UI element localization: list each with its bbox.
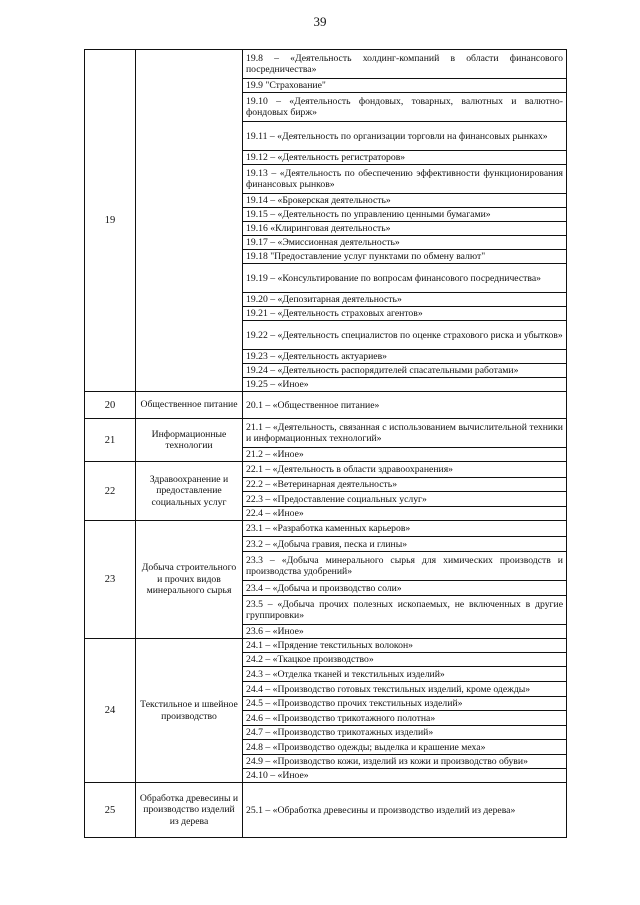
table-row bbox=[85, 521, 567, 537]
activity-item: 19.24 – «Деятельность распорядителей спасательными работами» bbox=[243, 364, 567, 378]
activity-item: 19.8 – «Деятельность холдинг-компаний в области финансового посредничества» bbox=[243, 50, 567, 79]
table-row bbox=[85, 462, 567, 478]
section-number: 19 bbox=[85, 50, 136, 392]
activity-item: 19.19 – «Консультирование по вопросам финансового посредничества» bbox=[243, 264, 567, 293]
activity-item: 20.1 – «Общественное питание» bbox=[243, 392, 567, 419]
activity-item: 19.15 – «Деятельность по управлению ценными бумагами» bbox=[243, 208, 567, 222]
activity-item: 24.5 – «Производство прочих текстильных изделий» bbox=[243, 697, 567, 711]
activity-item: 19.20 – «Депозитарная деятельность» bbox=[243, 293, 567, 307]
section-category: Здравоохранение и предоставление социальных услуг bbox=[136, 462, 243, 521]
section-number: 21 bbox=[85, 419, 136, 462]
section-number: 20 bbox=[85, 392, 136, 419]
activity-item: 23.2 – «Добыча гравия, песка и глины» bbox=[243, 537, 567, 552]
activity-table-body bbox=[85, 50, 567, 838]
activity-item: 23.4 – «Добыча и производство соли» bbox=[243, 581, 567, 596]
activity-item: 19.16 «Клиринговая деятельность» bbox=[243, 222, 567, 236]
activity-item: 19.17 – «Эмиссионная деятельность» bbox=[243, 236, 567, 250]
activity-item: 19.25 – «Иное» bbox=[243, 378, 567, 392]
activity-item: 19.14 – «Брокерская деятельность» bbox=[243, 194, 567, 208]
activity-item: 22.1 – «Деятельность в области здравоохранения» bbox=[243, 462, 567, 478]
activity-item: 24.4 – «Производство готовых текстильных изделий, кроме одежды» bbox=[243, 682, 567, 697]
activity-item: 19.13 – «Деятельность по обеспечению эффективности функционирования финансовых рынков» bbox=[243, 165, 567, 194]
activity-item: 19.12 – «Деятельность регистраторов» bbox=[243, 151, 567, 165]
activity-item: 25.1 – «Обработка древесины и производство изделий из дерева» bbox=[243, 783, 567, 838]
section-number: 23 bbox=[85, 521, 136, 639]
activity-item: 24.3 – «Отделка тканей и текстильных изделий» bbox=[243, 667, 567, 682]
page-number: 39 bbox=[313, 14, 327, 29]
activity-item: 23.3 – «Добыча минерального сырья для химических производств и производства удобрений» bbox=[243, 552, 567, 581]
section-category: Общественное питание bbox=[136, 392, 243, 419]
activity-item: 21.2 – «Иное» bbox=[243, 448, 567, 462]
activity-item: 23.6 – «Иное» bbox=[243, 625, 567, 639]
section-category: Обработка древесины и производство изделий из дерева bbox=[136, 783, 243, 838]
section-number: 22 bbox=[85, 462, 136, 521]
activity-item: 23.5 – «Добыча прочих полезных ископаемых, не включенных в другие группировки» bbox=[243, 596, 567, 625]
section-category bbox=[136, 50, 243, 392]
activity-item: 24.10 – «Иное» bbox=[243, 769, 567, 783]
activity-item: 19.10 – «Деятельность фондовых, товарных, валютных и валютно-фондовых бирж» bbox=[243, 93, 567, 122]
activity-table bbox=[84, 49, 567, 838]
activity-item: 19.18 "Предоставление услуг пунктами по обмену валют" bbox=[243, 250, 567, 264]
activity-item: 22.3 – «Предоставление социальных услуг» bbox=[243, 492, 567, 507]
activity-item: 19.21 – «Деятельность страховых агентов» bbox=[243, 307, 567, 321]
activity-item: 19.11 – «Деятельность по организации торговли на финансовых рынках» bbox=[243, 122, 567, 151]
activity-item: 24.7 – «Производство трикотажных изделий» bbox=[243, 726, 567, 740]
activity-item: 19.22 – «Деятельность специалистов по оценке страхового риска и убытков» bbox=[243, 321, 567, 350]
activity-item: 22.2 – «Ветеринарная деятельность» bbox=[243, 478, 567, 492]
activity-item: 22.4 – «Иное» bbox=[243, 507, 567, 521]
activity-item: 24.8 – «Производство одежды; выделка и крашение меха» bbox=[243, 740, 567, 755]
activity-item: 24.2 – «Ткацкое производство» bbox=[243, 653, 567, 667]
activity-item: 24.9 – «Производство кожи, изделий из кожи и производство обуви» bbox=[243, 755, 567, 769]
activity-item: 24.6 – «Производство трикотажного полотна» bbox=[243, 711, 567, 726]
activity-item: 19.9 "Страхование" bbox=[243, 79, 567, 93]
activity-item: 24.1 – «Прядение текстильных волокон» bbox=[243, 639, 567, 653]
section-category: Текстильное и швейное производство bbox=[136, 639, 243, 783]
table-row bbox=[85, 783, 567, 838]
activity-item: 19.23 – «Деятельность актуариев» bbox=[243, 350, 567, 364]
activity-item: 21.1 – «Деятельность, связанная с использованием вычислительной техники и информационных технологий» bbox=[243, 419, 567, 448]
section-category: Добыча строительного и прочих видов минерального сырья bbox=[136, 521, 243, 639]
table-row bbox=[85, 419, 567, 448]
section-number: 24 bbox=[85, 639, 136, 783]
section-number: 25 bbox=[85, 783, 136, 838]
activity-item: 23.1 – «Разработка каменных карьеров» bbox=[243, 521, 567, 537]
table-row bbox=[85, 639, 567, 653]
section-category: Информационные технологии bbox=[136, 419, 243, 462]
table-row bbox=[85, 392, 567, 419]
table-row bbox=[85, 50, 567, 79]
